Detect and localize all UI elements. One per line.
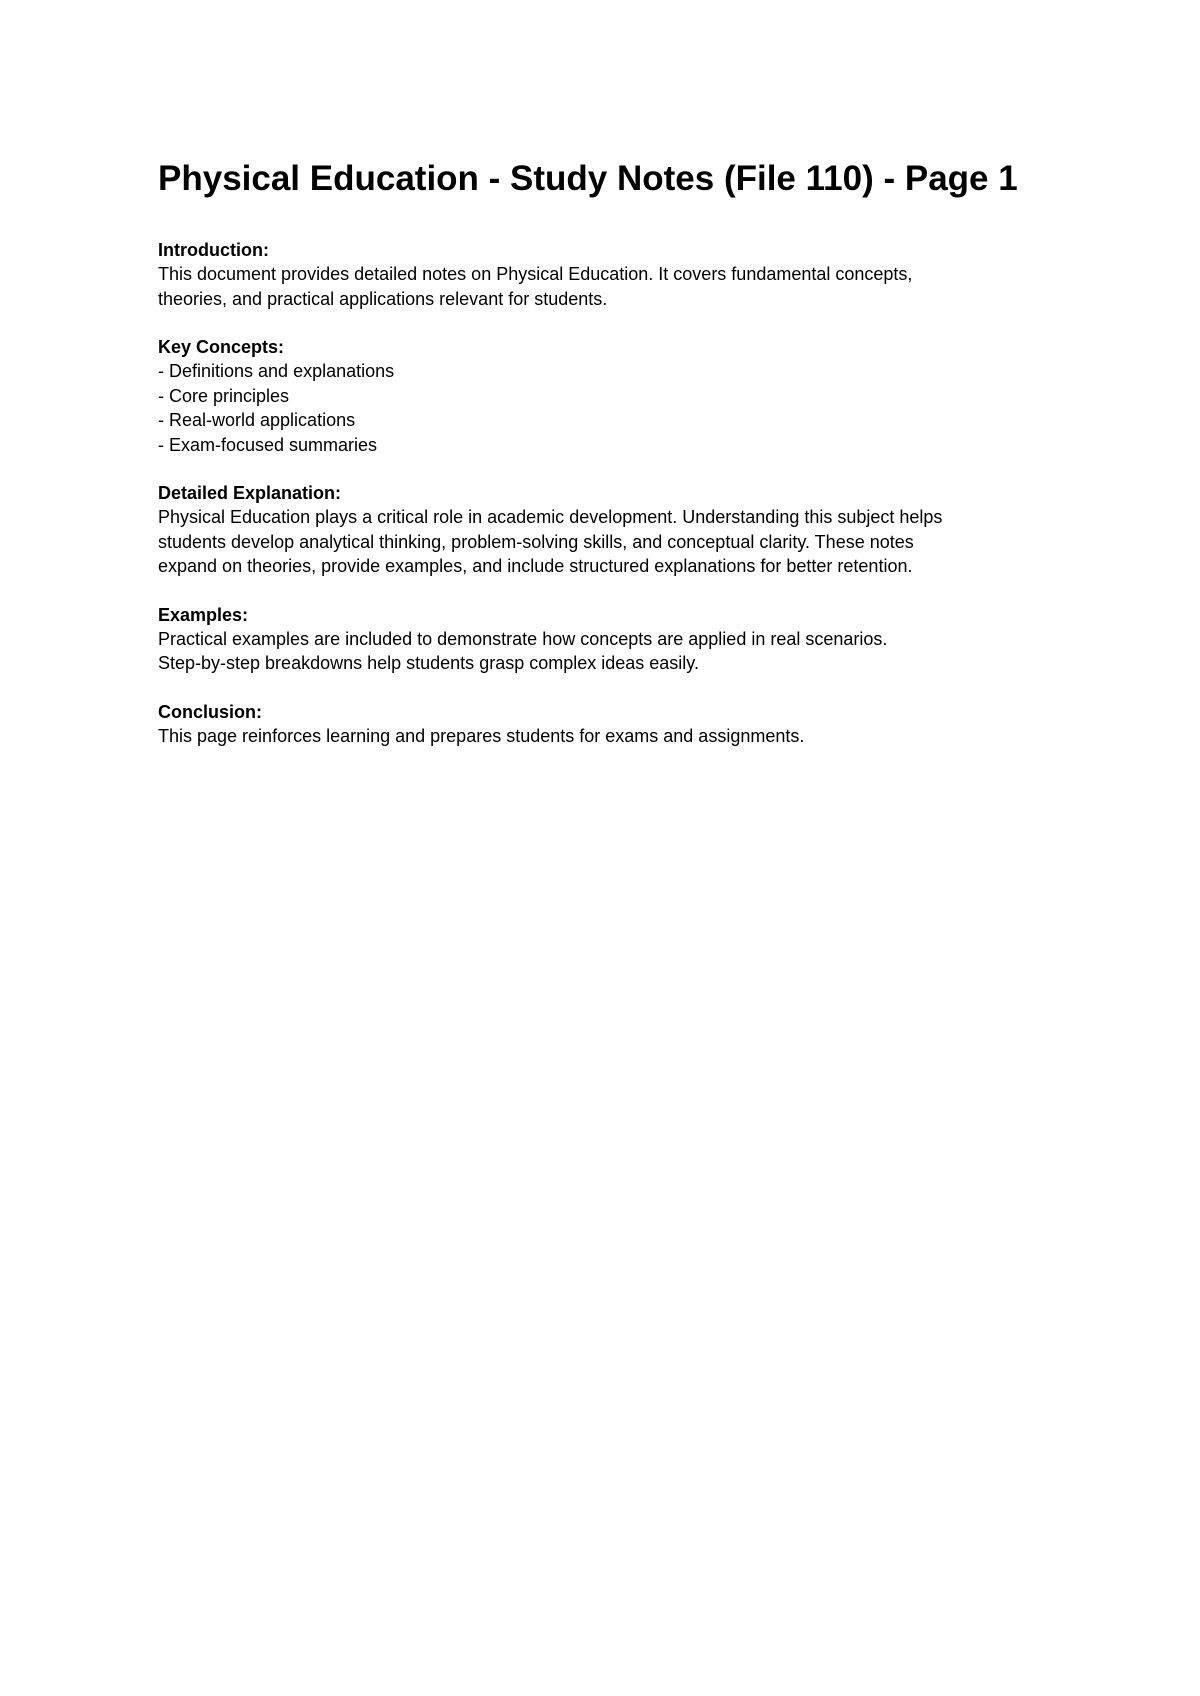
section-detailed-explanation [158,481,1058,579]
section-body-examples [158,627,1058,676]
text-line: theories, and practical applications relevant for students. [158,288,608,309]
key-concepts-list [158,359,1058,457]
section-heading-key-concepts: Key Concepts: [158,337,285,357]
section-key-concepts [158,335,1058,457]
page-content [158,156,1058,748]
section-heading-introduction: Introduction: [158,240,269,260]
list-item: - Exam-focused summaries [158,434,378,455]
list-item: - Definitions and explanations [158,361,395,381]
section-heading-examples: Examples: [158,604,249,625]
section-body-conclusion [158,724,1058,749]
list-item: - Core principles [158,385,290,406]
text-line: Physical Education plays a critical role in academic development. Understanding this subject helps [158,507,943,527]
text-line: This page reinforces learning and prepares students for exams and assignments. [158,725,805,746]
section-conclusion [158,700,1058,749]
text-line: Step-by-step breakdowns help students grasp complex ideas easily. [158,653,699,673]
section-body-detailed-explanation [158,505,1058,579]
text-line: This document provides detailed notes on Physical Education. It covers fundamental concepts, [158,264,913,284]
list-item: - Real-world applications [158,410,356,430]
section-introduction [158,238,1058,311]
text-line: Practical examples are included to demonstrate how concepts are applied in real scenarios. [158,628,888,649]
text-line: students develop analytical thinking, problem-solving skills, and conceptual clarity. These notes [158,531,914,552]
section-body-introduction [158,262,1058,311]
section-heading-detailed-explanation: Detailed Explanation: [158,483,342,503]
document-title: Physical Education - Study Notes (File 110) - Page 1 [158,159,1018,198]
section-examples [158,603,1058,676]
text-line: expand on theories, provide examples, and include structured explanations for better retention. [158,556,913,576]
section-heading-conclusion: Conclusion: [158,701,262,722]
